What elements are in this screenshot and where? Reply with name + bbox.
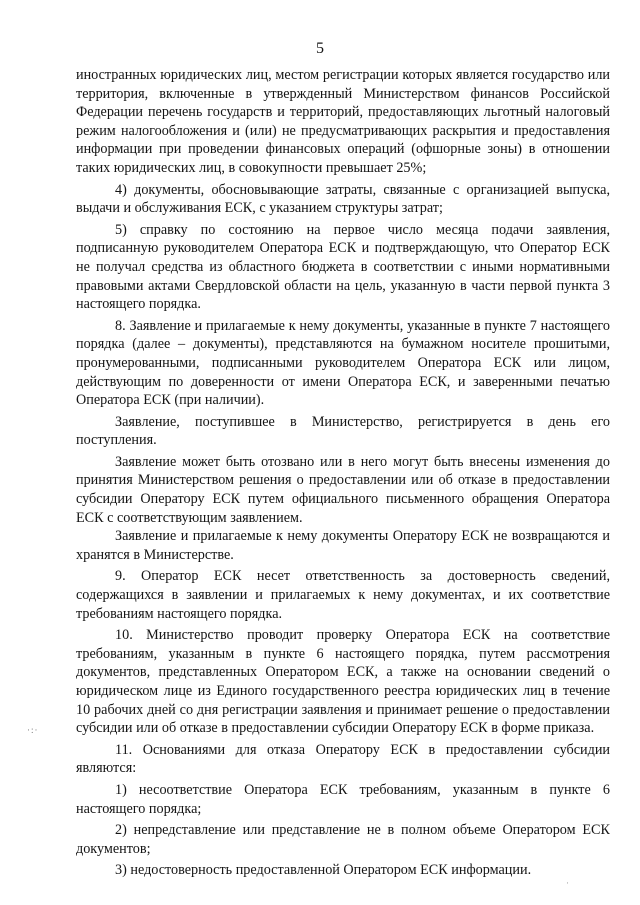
- paragraph-registration: Заявление, поступившее в Министерство, регистрируется в день его поступления.: [76, 413, 610, 449]
- paragraph-refusal-3: 3) недостоверность предоставленной Оператором ЕСК информации.: [115, 862, 532, 879]
- paragraph-offshore-continuation: иностранных юридических лиц, местом регистрации которых является государство или территория, включенные в утвержденный Министерством финансов Российской Федерации перечень государств и территорий, предоставляющих льготный налоговый режим налогообложения и (или) не предусматривающих раскрытия и предоставления информации при проведении финансовых операций (офшорные зоны) в отношении таких юридических лиц, в совокупности превышает 25%;: [76, 67, 610, 176]
- paragraph-refusal-1: 1) несоответствие Оператора ЕСК требованиям, указанным в пункте 6 настоящего порядка;: [76, 781, 610, 817]
- page-number: 5: [316, 40, 324, 57]
- paragraph-item-4: 4) документы, обосновывающие затраты, связанные с организацией выпуска, выдачи и обслуживания ЕСК, с указанием структуры затрат;: [76, 181, 610, 217]
- paragraph-clause-11: 11. Основаниями для отказа Оператору ЕСК в предоставлении субсидии являются:: [76, 741, 610, 777]
- scan-artifact-mark: ·: [566, 878, 569, 888]
- paragraph-clause-9: 9. Оператор ЕСК несет ответственность за достоверность сведений, содержащихся в заявлении и прилагаемых к нему документах, и их соответствие требованиям настоящего порядка.: [76, 568, 610, 622]
- document-body: [76, 66, 610, 880]
- paragraph-withdrawal: Заявление может быть отозвано или в него могут быть внесены изменения до принятия Министерством решения о предоставлении или об отказе в предоставлении субсидии Оператору ЕСК путем официального письменного обращения Оператора ЕСК с соответствующим заявлением.: [76, 453, 610, 526]
- paragraph-clause-10: 10. Министерство проводит проверку Оператора ЕСК на соответствие требованиям, указанным в пункте 6 настоящего порядка, путем рассмотрения документов, представленных Оператором ЕСК, а также на основании сведений о юридическом лице из Единого государственного реестра юридических лиц в течение 10 рабочих дней со дня регистрации заявления и принимает решение о предоставлении субсидии или об отказе в предоставлении субсидии Оператору ЕСК в форме приказа.: [76, 627, 610, 737]
- paragraph-item-5: 5) справку по состоянию на первое число месяца подачи заявления, подписанную руководителем Оператора ЕСК и подтверждающую, что Оператор ЕСК не получал средства из областного бюджета в соответствии с иными нормативными правовыми актами Свердловской области на цель, указанную в части первой пункта 3 настоящего порядка.: [76, 221, 610, 313]
- paragraph-refusal-2: 2) непредставление или представление не в полном объеме Оператором ЕСК документов;: [76, 822, 610, 857]
- paragraph-not-returned: Заявление и прилагаемые к нему документы Оператору ЕСК не возвращаются и хранятся в Министерстве.: [76, 528, 610, 563]
- paragraph-clause-8: 8. Заявление и прилагаемые к нему документы, указанные в пункте 7 настоящего порядка (далее – документы), представляются на бумажном носителе прошитыми, пронумерованными, подписанными руководителем Оператора ЕСК или лицом, действующим по доверенности от имени Оператора ЕСК, и заверенными печатью Оператора ЕСК (при наличии).: [76, 317, 610, 409]
- scan-artifact-dots: ·:·: [27, 725, 39, 735]
